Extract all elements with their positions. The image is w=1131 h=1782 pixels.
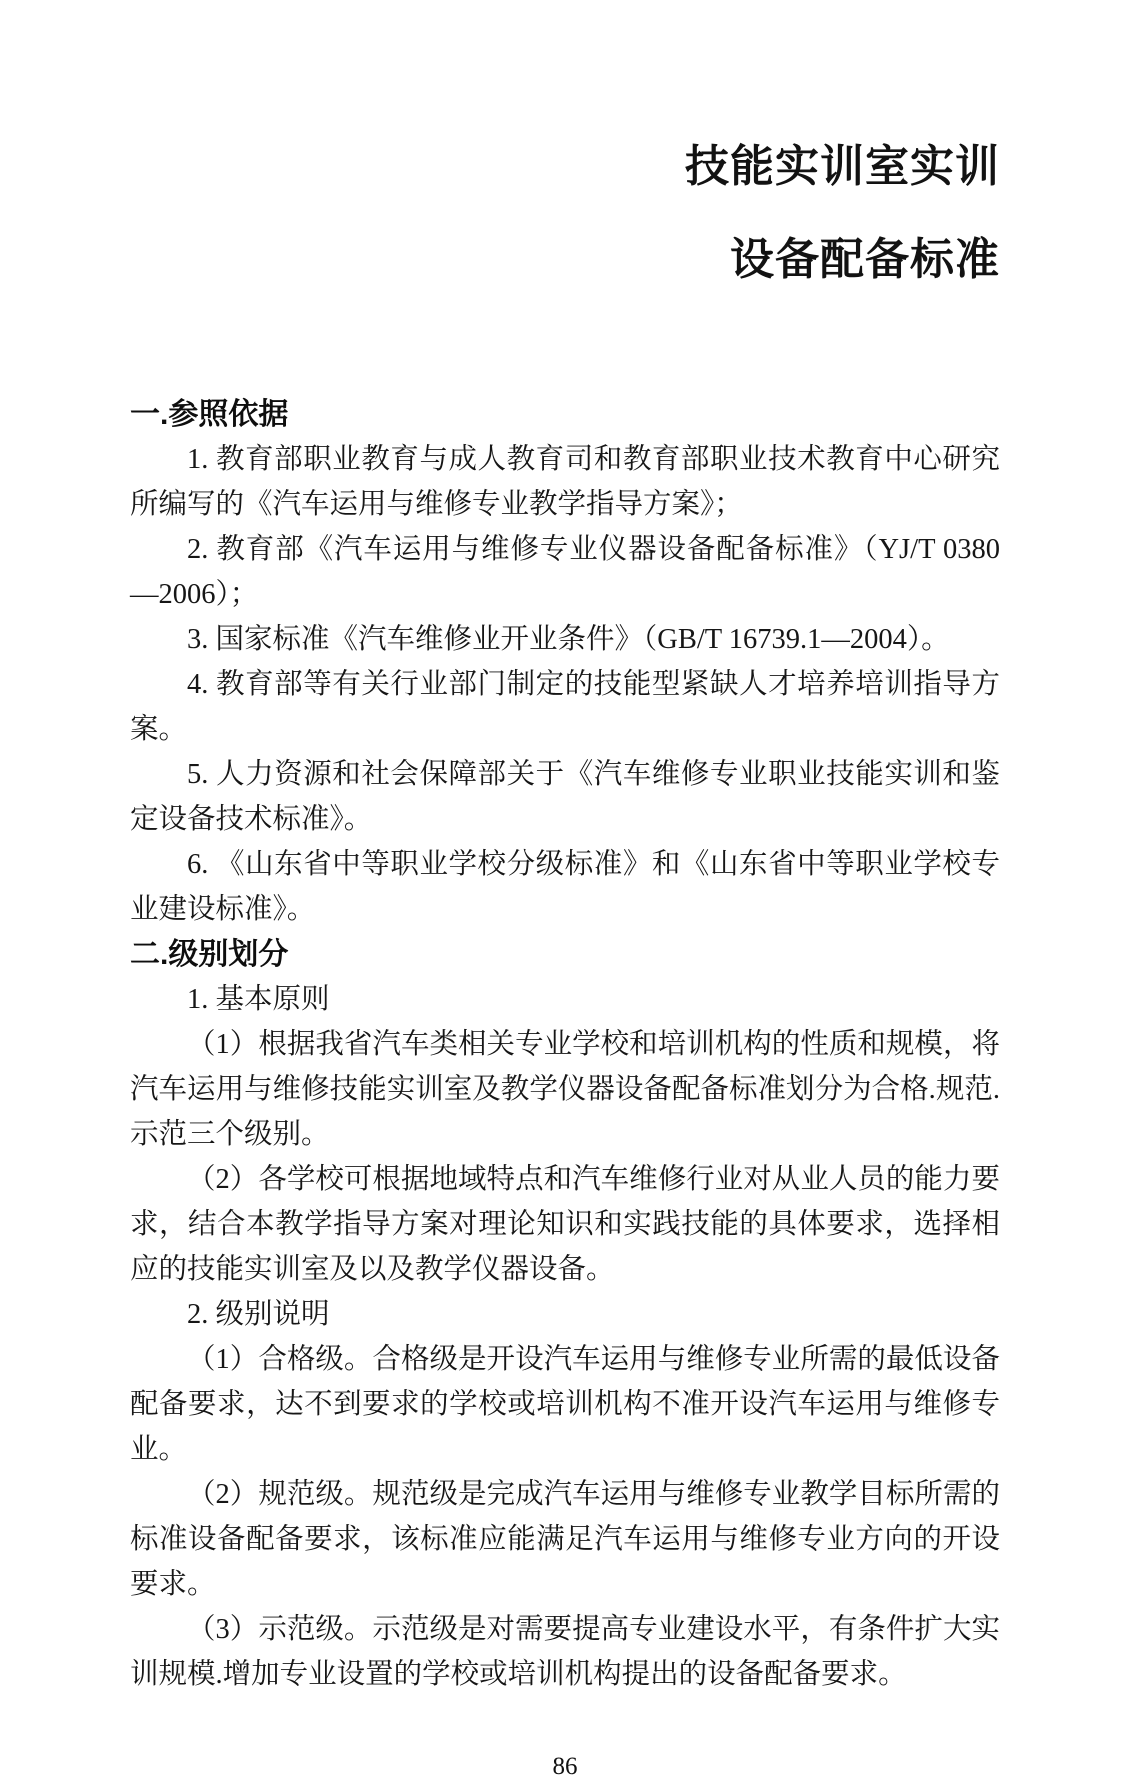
document-title-line-1: 技能实训室实训 [685,142,1000,191]
document-title-line-2: 设备配备标准 [730,235,1000,284]
paragraph: 2. 级别说明 [187,1299,330,1330]
document-page [0,142,1131,1780]
list-item: 5. 人力资源和社会保障部关于《汽车维修专业职业技能实训和鉴定设备技术标准》。 [130,759,1000,835]
document-title [130,142,1000,284]
list-item: 2. 教育部《汽车运用与维修专业仪器设备配备标准》（YJ/T 0380—2006）； [130,534,1000,610]
paragraph: （2）规范级。规范级是完成汽车运用与维修专业教学目标所需的标准设备配备要求，该标准应能满足汽车运用与维修专业方向的开设要求。 [130,1479,1000,1600]
list-item: 1. 教育部职业教育与成人教育司和教育部职业技术教育中心研究所编写的《汽车运用与维修专业教学指导方案》； [130,444,1000,520]
section-heading-level-division: 二.级别划分 [130,938,289,971]
list-item: 6. 《山东省中等职业学校分级标准》和《山东省中等职业学校专业建设标准》。 [130,849,1000,925]
paragraph: （3）示范级。示范级是对需要提高专业建设水平，有条件扩大实训规模.增加专业设置的学校或培训机构提出的设备配备要求。 [130,1614,1000,1690]
document-body [130,392,1000,1697]
list-item: 3. 国家标准《汽车维修业开业条件》（GB/T 16739.1—2004）。 [187,624,950,655]
paragraph: 1. 基本原则 [187,984,330,1015]
paragraph: （1）根据我省汽车类相关专业学校和培训机构的性质和规模，将汽车运用与维修技能实训室及教学仪器设备配备标准划分为合格.规范.示范三个级别。 [130,1029,1000,1150]
paragraph: （2）各学校可根据地域特点和汽车维修行业对从业人员的能力要求，结合本教学指导方案对理论知识和实践技能的具体要求，选择相应的技能实训室及以及教学仪器设备。 [130,1164,1000,1285]
section-heading-reference-basis: 一.参照依据 [130,398,289,431]
page-number: 86 [552,1753,578,1780]
paragraph: （1）合格级。合格级是开设汽车运用与维修专业所需的最低设备配备要求，达不到要求的学校或培训机构不准开设汽车运用与维修专业。 [130,1344,1000,1465]
list-item: 4. 教育部等有关行业部门制定的技能型紧缺人才培养培训指导方案。 [130,669,1000,745]
